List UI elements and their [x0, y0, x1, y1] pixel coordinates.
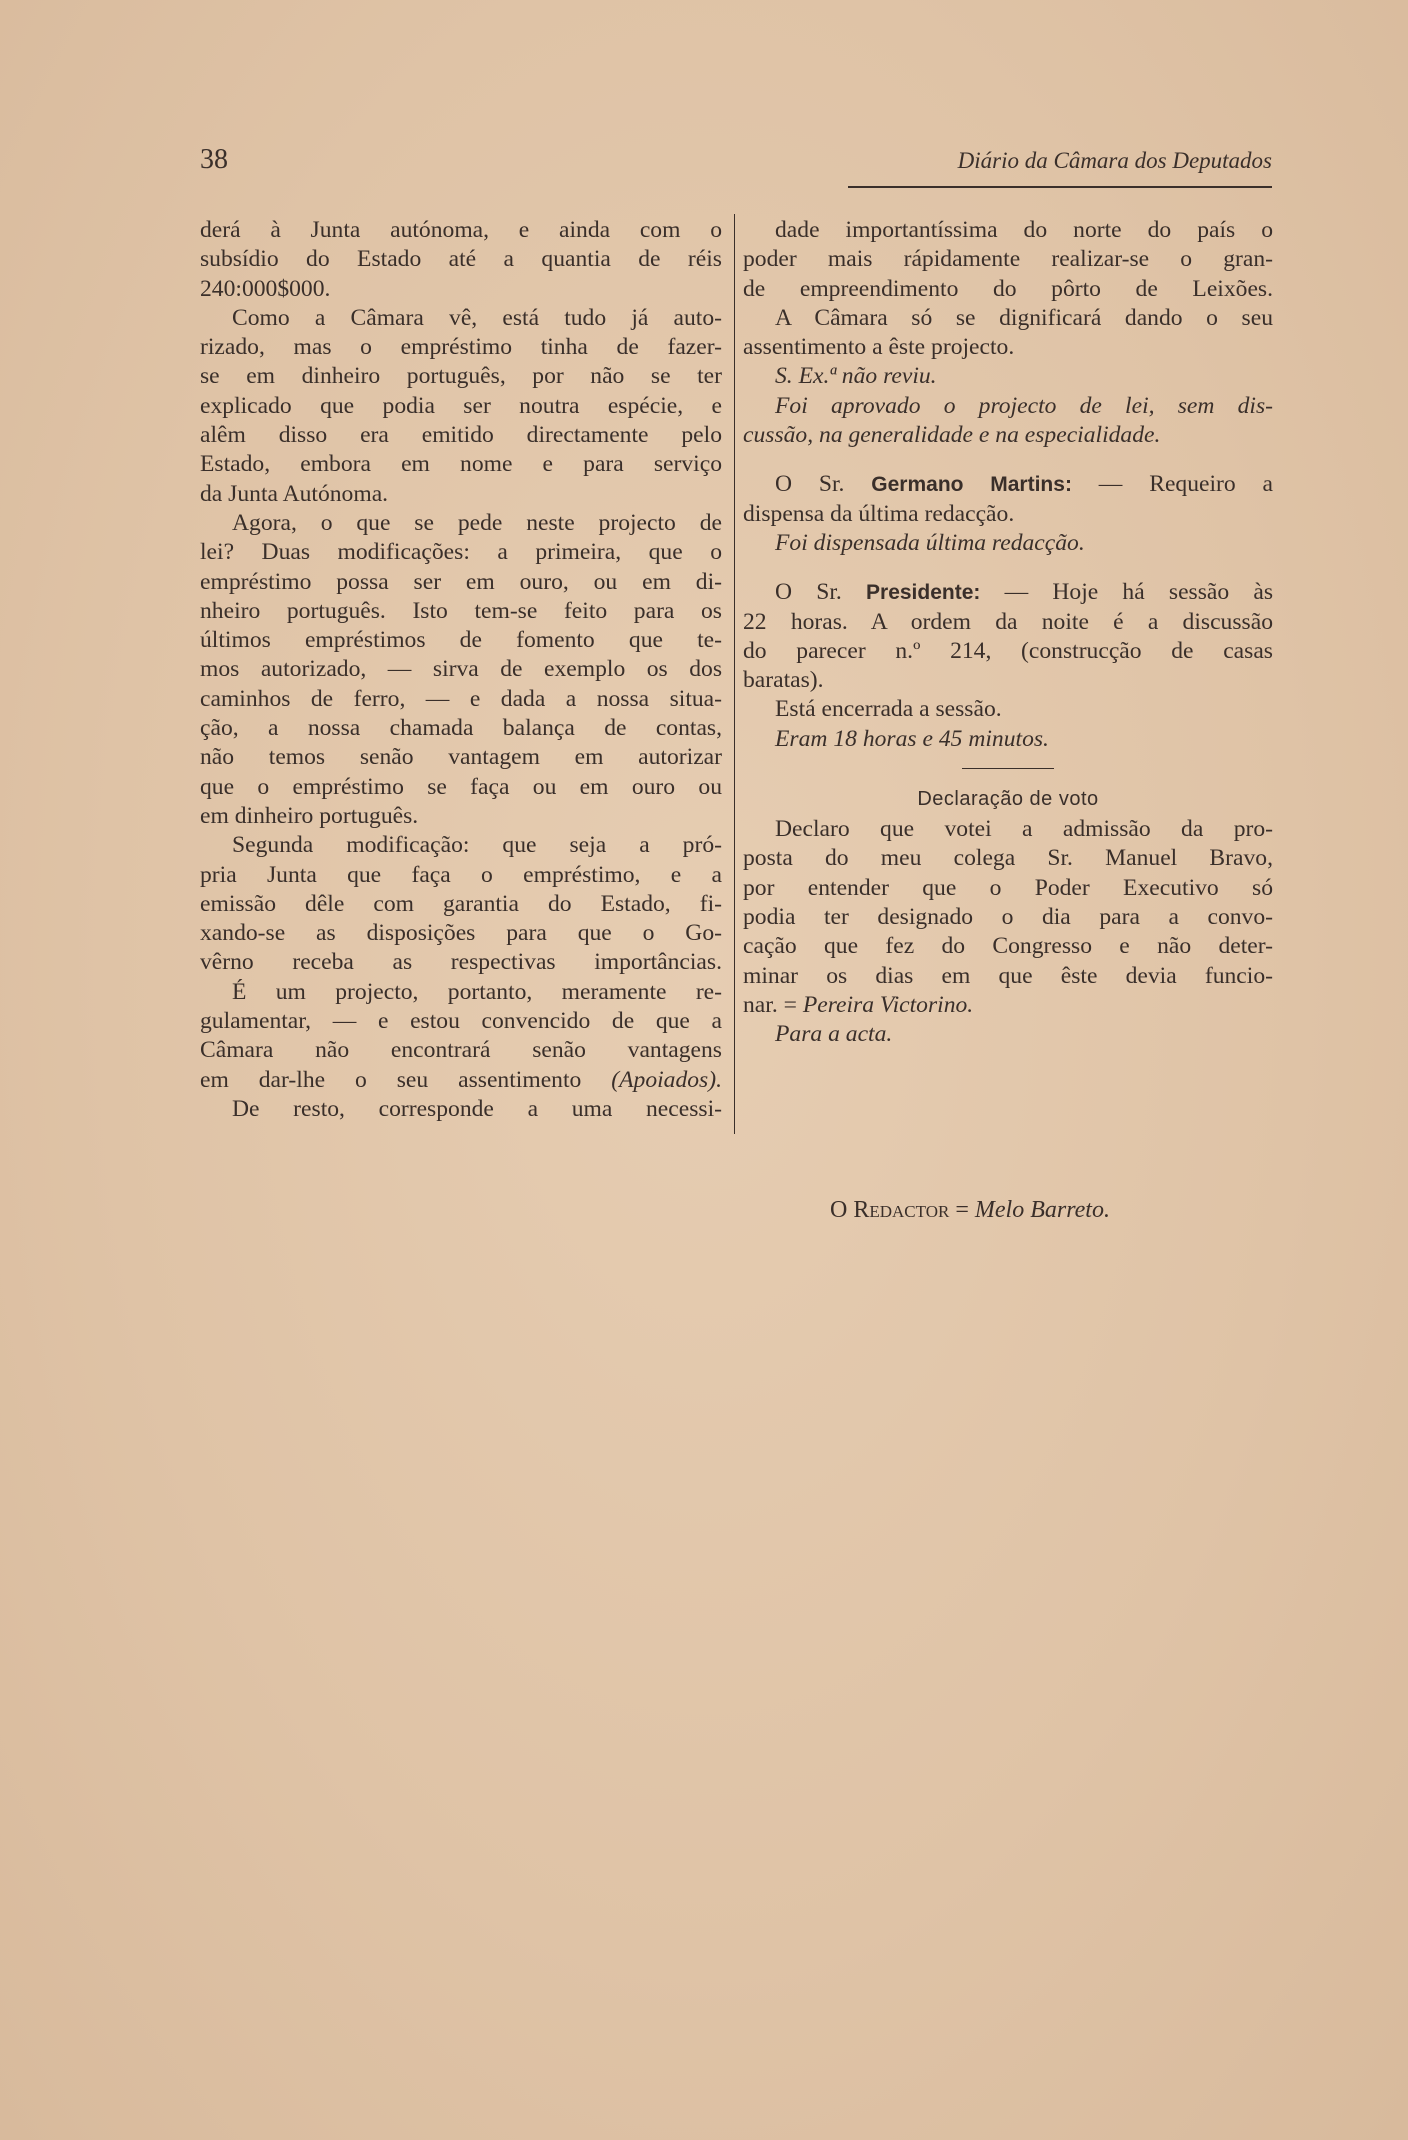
text-line: É um projecto, portanto, meramente re- [232, 978, 722, 1005]
for-record-note: Para a acta. [775, 1021, 893, 1048]
dispensed-note: Foi dispensada última redacção. [775, 529, 1085, 556]
column-divider [734, 214, 735, 1134]
text-line: últimos empréstimos de fomento que te- [200, 627, 722, 654]
text-line: que o empréstimo se faça ou em ouro ou [200, 773, 722, 800]
text-line: caminhos de ferro, — e dada a nossa situa- [200, 685, 722, 712]
text-line: não temos senão vantagem em autorizar [200, 744, 722, 771]
text-line: mos autorizado, — sirva de exemplo os dos [200, 656, 722, 683]
speaker-name: Germano Martins: [871, 473, 1072, 497]
text-line: A Câmara só se dignificará dando o seu [775, 304, 1273, 331]
text-line: gulamentar, — e estou convencido de que a [200, 1008, 722, 1035]
text-line [200, 1066, 722, 1095]
text-line: poder mais rápidamente realizar-se o gran- [743, 246, 1273, 273]
running-title: Diário da Câmara dos Deputados [957, 148, 1272, 173]
text-line: podia ter designado o dia para a convo- [743, 903, 1273, 930]
text-line: ção, a nossa chamada balança de contas, [200, 715, 722, 742]
text-line: baratas). [743, 667, 824, 694]
signature-name: Pereira Victorino. [802, 991, 974, 1018]
redactor-name: Melo Barreto. [974, 1197, 1110, 1223]
text-fragment: em dar-lhe o seu assentimento [200, 1066, 582, 1093]
text-line: posta do meu colega Sr. Manuel Bravo, [743, 845, 1273, 872]
section-rule [962, 768, 1054, 769]
text-line: por entender que o Poder Executivo só [743, 874, 1273, 901]
declaration-signature-line [743, 991, 1273, 1020]
page-header [200, 144, 1272, 194]
president-speech [743, 578, 1273, 607]
session-closed: Está encerrada a sessão. [775, 696, 1002, 723]
text-line: vêrno receba as respectivas importâncias. [200, 949, 722, 976]
text-line: do parecer n.º 214, (construcção de casas [743, 637, 1273, 664]
text-line: em dinheiro português. [200, 802, 419, 829]
right-column [743, 216, 1273, 1049]
text-line: Declaro que votei a admissão da pro- [775, 816, 1273, 843]
text-line: nheiro português. Isto tem-se feito para os [200, 597, 722, 624]
session-time: Eram 18 horas e 45 minutos. [775, 725, 1049, 752]
text-line: derá à Junta autónoma, e ainda com o [200, 217, 722, 243]
speaker-prefix: O Sr. [775, 471, 845, 498]
text-line: rizado, mas o empréstimo tinha de fazer- [200, 334, 722, 361]
text-line: Câmara não encontrará senão vantagens [200, 1037, 722, 1064]
left-column [200, 216, 722, 1124]
approved-note-line: cussão, na generalidade e na especialidade. [743, 422, 1161, 449]
speaker-prefix: O Sr. [775, 579, 842, 606]
text-line: empréstimo possa ser em ouro, ou em di- [200, 568, 722, 595]
text-line: Segunda modificação: que seja a pró- [232, 832, 722, 859]
text-line: xando-se as disposições para que o Go- [200, 920, 722, 947]
approved-note-line: Foi aprovado o projecto de lei, sem dis- [775, 392, 1273, 419]
text-line: se em dinheiro português, por não se ter [200, 363, 722, 390]
text-line: 240:000$000. [200, 275, 331, 302]
applause-note: (Apoiados). [611, 1066, 722, 1093]
text-line: Como a Câmara vê, está tudo já auto- [232, 304, 722, 331]
text-line: pria Junta que faça o empréstimo, e a [200, 861, 722, 888]
spacer [743, 450, 1273, 470]
text-line: Agora, o que se pede neste projecto de [232, 509, 722, 536]
text-line: minar os dias em que êste devia funcio- [743, 962, 1273, 989]
text-line: Estado, embora em nome e para serviço [200, 451, 722, 478]
speaker-name: Presidente: [866, 581, 981, 605]
text-line: De resto, corresponde a uma necessi- [232, 1095, 722, 1122]
text-line: assentimento a êste projecto. [743, 334, 1015, 361]
text-line: da Junta Autónoma. [200, 480, 389, 507]
text-line: dispensa da última redacção. [743, 500, 1015, 527]
text-line: dade importantíssima do norte do país o [775, 217, 1273, 243]
text-line: alêm disso era emitido directamente pelo [200, 422, 722, 449]
text-fragment: = [949, 1197, 975, 1223]
text-line: lei? Duas modificações: a primeira, que o [200, 539, 722, 566]
text-line: explicado que podia ser noutra espécie, e [200, 392, 722, 419]
not-revised-note: S. Ex.ª não reviu. [775, 363, 937, 390]
page-number: 38 [200, 144, 228, 175]
text-fragment: O [830, 1197, 854, 1223]
text-line: subsídio do Estado até a quantia de réis [200, 246, 722, 273]
text-line: de empreendimento do pôrto de Leixões. [743, 275, 1273, 302]
speech-text: — Hoje há sessão às [1004, 579, 1274, 606]
header-rule [848, 186, 1272, 188]
speech-text: — Requeiro a [1098, 471, 1273, 498]
text-line: cação que fez do Congresso e não deter- [743, 933, 1273, 960]
text-line: emissão dêle com garantia do Estado, fi- [200, 890, 722, 917]
redactor-signature [830, 1197, 1110, 1224]
martins-speech [743, 470, 1273, 499]
text-fragment: nar. = [743, 991, 803, 1018]
text-line: 22 horas. A ordem da noite é a discussão [743, 608, 1273, 635]
redactor-role: Redactor [853, 1197, 950, 1223]
spacer [743, 558, 1273, 578]
declaration-title: Declaração de voto [917, 788, 1099, 811]
